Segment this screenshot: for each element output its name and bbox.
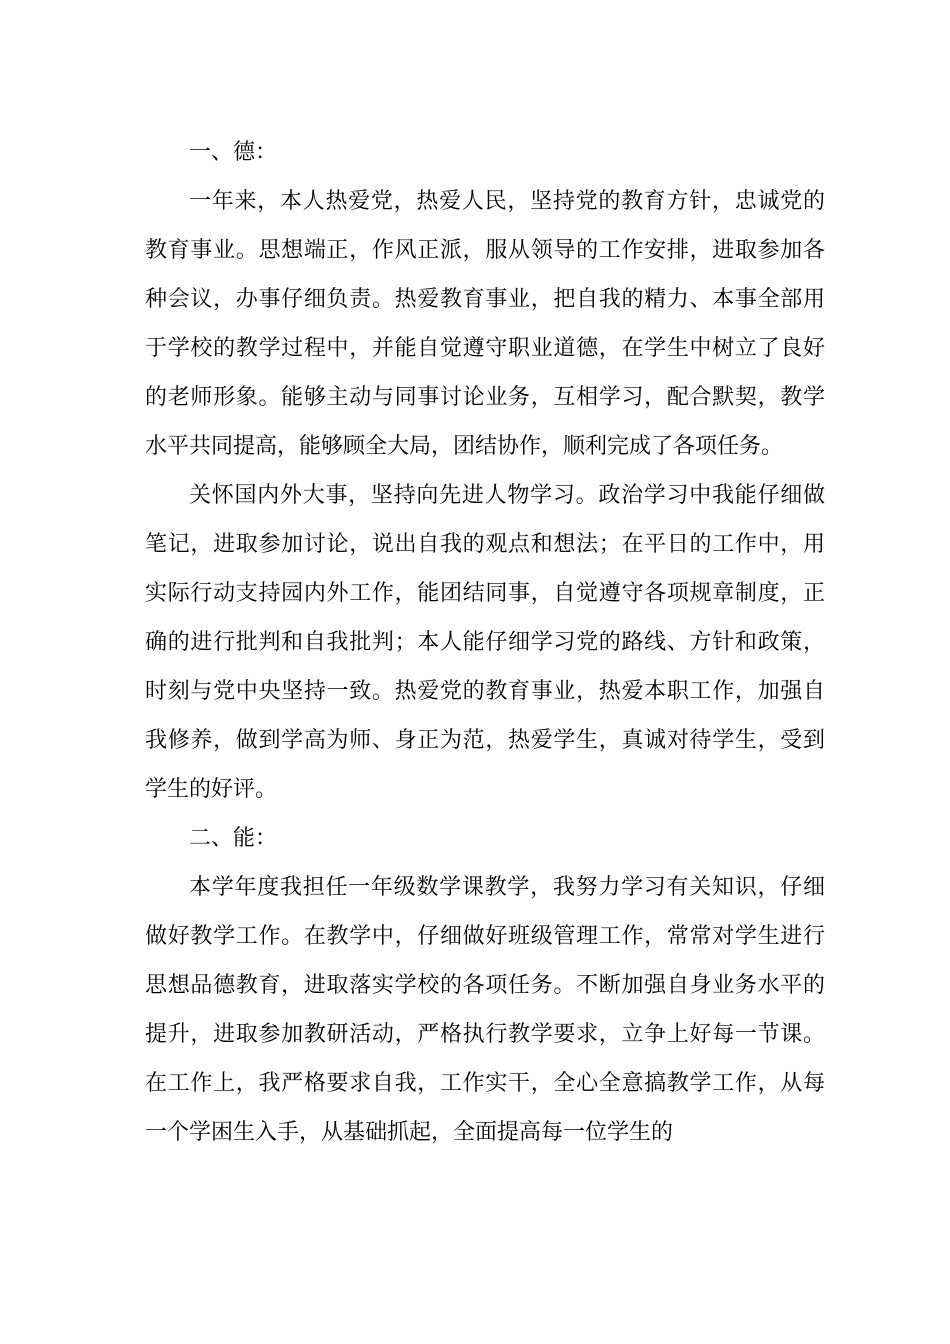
paragraph-1: 一年来，本人热爱党，热爱人民，坚持党的教育方针，忠诚党的教育事业。思想端正，作风正派，服从领导的工作安排，进取参加各种会议，办事仔细负责。热爱教育事业，把自我的精力、本事全部用于学校的教学过程中，并能自觉遵守职业道德，在学生中树立了良好的老师形象。能够主动与同事讨论业务，互相学习，配合默契，教学水平共同提高，能够顾全大局，团结协作，顺利完成了各项任务。 [145,189,825,459]
document-body [145,128,825,1157]
section-heading-virtue: 一、德： [189,140,278,165]
paragraph-3: 本学年度我担任一年级数学课教学，我努力学习有关知识，仔细做好教学工作。在教学中，仔细做好班级管理工作，常常对学生进行思想品德教育，进取落实学校的各项任务。不断加强自身业务水平的提升，进取参加教研活动，严格执行教学要求，立争上好每一节课。在工作上，我严格要求自我，工作实干，全心全意搞教学工作，从每一个学困生入手，从基础抓起，全面提高每一位学生的 [145,875,825,1145]
section-heading-ability: 二、能： [189,826,278,851]
paragraph-2: 关怀国内外大事，坚持向先进人物学习。政治学习中我能仔细做笔记，进取参加讨论，说出自我的观点和想法；在平日的工作中，用实际行动支持园内外工作，能团结同事，自觉遵守各项规章制度，正确的进行批判和自我批判；本人能仔细学习党的路线、方针和政策，时刻与党中央坚持一致。热爱党的教育事业，热爱本职工作，加强自我修养，做到学高为师、身正为范，热爱学生，真诚对待学生，受到学生的好评。 [145,483,825,802]
